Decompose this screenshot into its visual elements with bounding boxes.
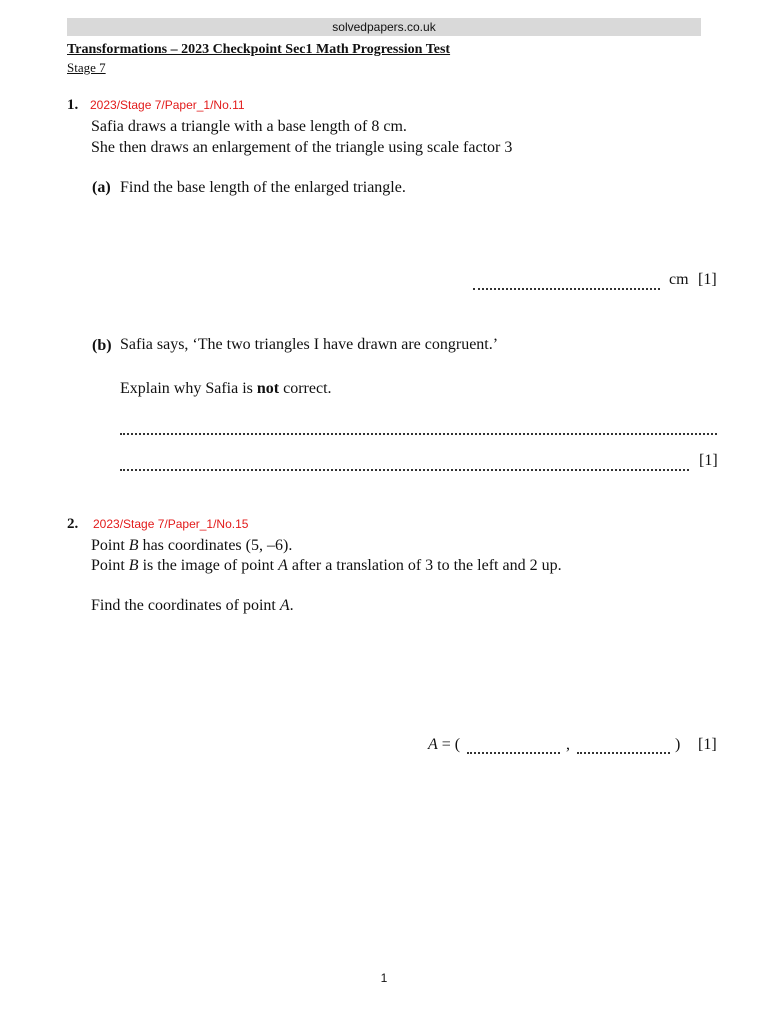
question-1-line-2: She then draws an enlargement of the triangle using scale factor 3 (91, 139, 513, 156)
site-name: solvedpapers.co.uk (332, 20, 436, 34)
question-2-answer-y-line[interactable] (577, 752, 670, 754)
page-number: 1 (380, 971, 388, 985)
question-2-answer-prefix: A = ( (428, 736, 461, 753)
question-2-mark: [1] (698, 736, 717, 753)
part-b-answer-line-2[interactable] (120, 469, 689, 471)
question-1-number: 1. (67, 97, 79, 113)
part-a-unit: cm (669, 271, 689, 288)
question-1-source: 2023/Stage 7/Paper_1/No.11 (90, 98, 245, 112)
site-header-bar (67, 18, 701, 36)
part-a-label: (a) (92, 179, 111, 196)
question-2-answer-comma: , (566, 736, 570, 753)
question-2-source: 2023/Stage 7/Paper_1/No.15 (93, 517, 249, 531)
question-2-line-3: Find the coordinates of point A. (91, 597, 294, 614)
part-b-label: (b) (92, 337, 112, 354)
document-stage: Stage 7 (67, 60, 106, 75)
question-2-line-1: Point B has coordinates (5, –6). (91, 537, 293, 554)
document-title: Transformations – 2023 Checkpoint Sec1 Math Progression Test (67, 42, 451, 57)
question-2-line-2: Point B is the image of point A after a translation of 3 to the left and 2 up. (91, 557, 562, 574)
part-a-answer-line[interactable] (473, 288, 660, 290)
part-b-answer-line-1[interactable] (120, 433, 717, 435)
part-b-mark: [1] (699, 452, 718, 469)
part-a-mark: [1] (698, 271, 717, 288)
question-2-answer-x-line[interactable] (467, 752, 560, 754)
part-a-text: Find the base length of the enlarged triangle. (120, 179, 406, 196)
question-2-number: 2. (67, 516, 79, 532)
part-b-text: Safia says, ‘The two triangles I have drawn are congruent.’ (120, 336, 499, 353)
part-b-explain: Explain why Safia is not correct. (120, 380, 332, 397)
question-1-line-1: Safia draws a triangle with a base length of 8 cm. (91, 118, 407, 135)
question-2-answer-close: ) (675, 736, 681, 753)
